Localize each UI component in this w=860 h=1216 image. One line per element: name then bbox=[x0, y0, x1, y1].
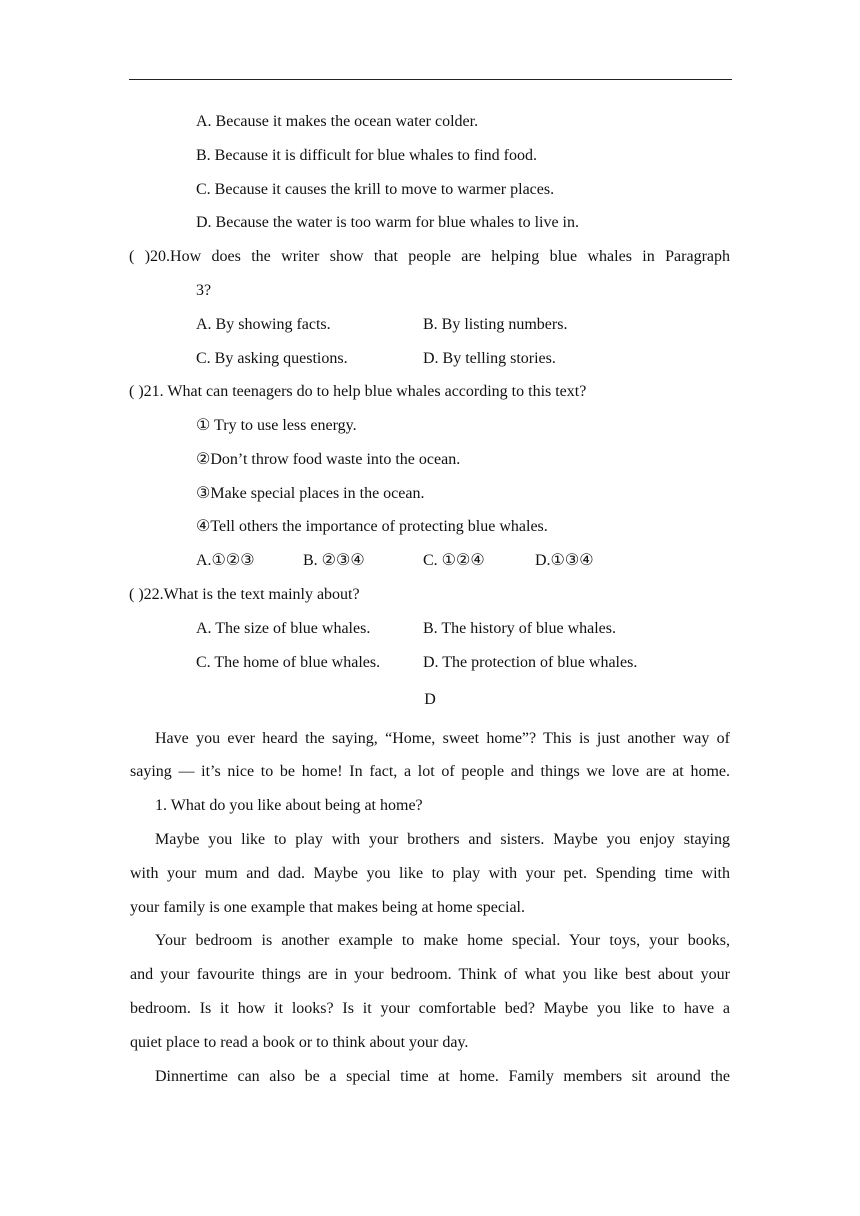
q21-option-b: B. ②③④ bbox=[303, 552, 365, 569]
passage-p1-line2: saying — it’s nice to be home! In fact, a lot of people and things we love are at home. bbox=[130, 763, 730, 780]
q19-option-c: C. Because it causes the krill to move to warmer places. bbox=[196, 181, 555, 198]
q20-option-d: D. By telling stories. bbox=[423, 350, 556, 367]
q20-option-b: B. By listing numbers. bbox=[423, 316, 568, 333]
passage-p3-line3: bedroom. Is it how it looks? Is it your comfortable bed? Maybe you like to have a bbox=[130, 1000, 730, 1017]
section-d-heading: D bbox=[424, 691, 436, 708]
passage-p2-line2: with your mum and dad. Maybe you like to play with your pet. Spending time with bbox=[130, 865, 730, 882]
q19-option-d: D. Because the water is too warm for blue whales to live in. bbox=[196, 214, 579, 231]
q21-item-1: ① Try to use less energy. bbox=[196, 417, 357, 434]
passage-p1-line1: Have you ever heard the saying, “Home, sweet home”? This is just another way of bbox=[155, 730, 730, 747]
passage-p3-line4: quiet place to read a book or to think about your day. bbox=[130, 1034, 469, 1051]
q21-option-c: C. ①②④ bbox=[423, 552, 485, 569]
q21-item-4: ④Tell others the importance of protecting blue whales. bbox=[196, 518, 548, 535]
q22-option-d: D. The protection of blue whales. bbox=[423, 654, 638, 671]
q22-option-b: B. The history of blue whales. bbox=[423, 620, 617, 637]
passage-p3-line2: and your favourite things are in your bedroom. Think of what you like best about your bbox=[130, 966, 730, 983]
q21-option-d: D.①③④ bbox=[535, 552, 594, 569]
q21-item-3: ③Make special places in the ocean. bbox=[196, 485, 425, 502]
q22-option-a: A. The size of blue whales. bbox=[196, 620, 371, 637]
passage-subheading: 1. What do you like about being at home? bbox=[155, 797, 423, 814]
header-rule bbox=[129, 79, 732, 80]
passage-p4-line1: Dinnertime can also be a special time at home. Family members sit around the bbox=[155, 1068, 730, 1085]
q21-stem: ( )21. What can teenagers do to help blue whales according to this text? bbox=[129, 383, 587, 400]
passage-p2-line3: your family is one example that makes being at home special. bbox=[130, 899, 525, 916]
q20-option-c: C. By asking questions. bbox=[196, 350, 348, 367]
q20-stem: ( )20.How does the writer show that people are helping blue whales in Paragraph bbox=[129, 248, 730, 265]
q22-option-c: C. The home of blue whales. bbox=[196, 654, 381, 671]
q19-option-a: A. Because it makes the ocean water colder. bbox=[196, 113, 479, 130]
q21-item-2: ②Don’t throw food waste into the ocean. bbox=[196, 451, 461, 468]
q21-option-a: A.①②③ bbox=[196, 552, 255, 569]
q19-option-b: B. Because it is difficult for blue whales to find food. bbox=[196, 147, 537, 164]
q20-stem-continued: 3? bbox=[196, 282, 212, 299]
q22-stem: ( )22.What is the text mainly about? bbox=[129, 586, 360, 603]
passage-p2-line1: Maybe you like to play with your brothers and sisters. Maybe you enjoy staying bbox=[155, 831, 730, 848]
passage-p3-line1: Your bedroom is another example to make home special. Your toys, your books, bbox=[155, 932, 730, 949]
q20-option-a: A. By showing facts. bbox=[196, 316, 331, 333]
